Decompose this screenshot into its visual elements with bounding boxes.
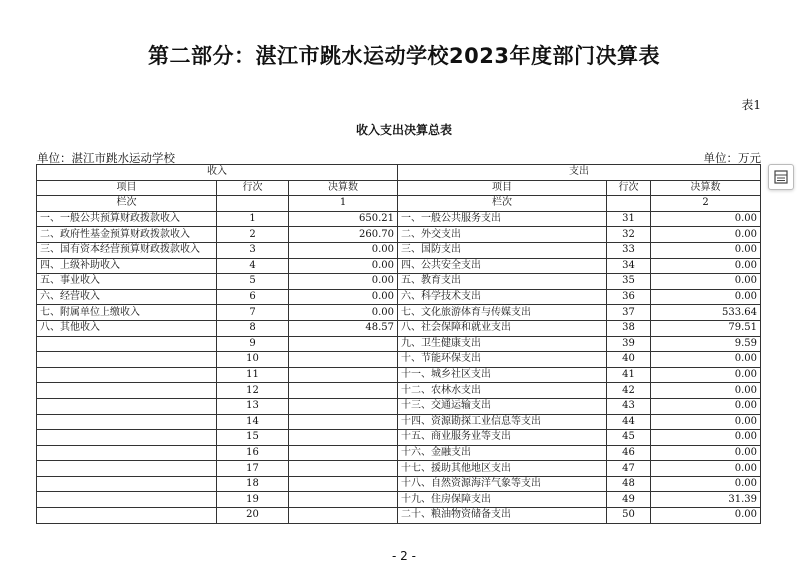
table-row (37, 336, 761, 352)
table-number: 表1 (741, 98, 761, 112)
income-item-cell (37, 336, 217, 352)
income-line-cell: 19 (217, 492, 289, 508)
expense-amount-cell: 0.00 (651, 414, 761, 430)
expense-item-cell: 十八、自然资源海洋气象等支出 (398, 476, 607, 492)
header-row-section (37, 165, 761, 181)
expense-line-cell: 31 (607, 211, 651, 227)
income-line-cell: 14 (217, 414, 289, 430)
income-item-cell: 一、一般公共预算财政拨款收入 (37, 211, 217, 227)
income-line-cell: 18 (217, 476, 289, 492)
expense-amount-cell: 0.00 (651, 383, 761, 399)
empty-cell (217, 196, 289, 212)
income-col-index: 1 (289, 196, 398, 212)
income-line-cell: 15 (217, 430, 289, 446)
expense-amount-cell: 0.00 (651, 352, 761, 368)
expense-item-cell: 二十、粮油物资储备支出 (398, 508, 607, 524)
income-line-cell: 3 (217, 242, 289, 258)
income-item-cell: 八、其他收入 (37, 320, 217, 336)
table-row (37, 274, 761, 290)
income-item-cell (37, 398, 217, 414)
income-line-cell: 11 (217, 367, 289, 383)
income-line-cell: 12 (217, 383, 289, 399)
expense-line-cell: 33 (607, 242, 651, 258)
income-amount-cell: 48.57 (289, 320, 398, 336)
income-line-cell: 7 (217, 305, 289, 321)
income-amount-cell (289, 414, 398, 430)
expense-amount-cell: 0.00 (651, 242, 761, 258)
income-line-cell: 10 (217, 352, 289, 368)
income-item-header: 项目 (37, 180, 217, 196)
expense-item-cell: 十三、交通运输支出 (398, 398, 607, 414)
income-line-cell: 13 (217, 398, 289, 414)
expense-line-cell: 47 (607, 461, 651, 477)
expense-line-cell: 39 (607, 336, 651, 352)
unit-currency: 单位：万元 (703, 151, 761, 165)
income-col-label: 栏次 (37, 196, 217, 212)
income-line-cell: 16 (217, 445, 289, 461)
side-tool-button[interactable] (768, 164, 794, 190)
income-line-header: 行次 (217, 180, 289, 196)
expense-line-header: 行次 (607, 180, 651, 196)
income-line-cell: 6 (217, 289, 289, 305)
expense-item-cell: 十九、住房保障支出 (398, 492, 607, 508)
expense-line-cell: 38 (607, 320, 651, 336)
income-item-cell: 七、附属单位上缴收入 (37, 305, 217, 321)
income-item-cell (37, 383, 217, 399)
income-line-cell: 2 (217, 227, 289, 243)
table-row (37, 242, 761, 258)
expense-line-cell: 49 (607, 492, 651, 508)
income-amount-cell (289, 352, 398, 368)
income-amount-cell: 650.21 (289, 211, 398, 227)
income-amount-cell (289, 476, 398, 492)
expense-amount-cell: 0.00 (651, 274, 761, 290)
expense-line-cell: 41 (607, 367, 651, 383)
expense-amount-cell: 0.00 (651, 258, 761, 274)
expense-line-cell: 34 (607, 258, 651, 274)
table-row (37, 352, 761, 368)
expense-line-cell: 32 (607, 227, 651, 243)
table-row (37, 289, 761, 305)
expense-amount-cell: 0.00 (651, 430, 761, 446)
expense-item-cell: 十四、资源勘探工业信息等支出 (398, 414, 607, 430)
income-line-cell: 17 (217, 461, 289, 477)
expense-amount-cell: 0.00 (651, 227, 761, 243)
income-item-cell (37, 352, 217, 368)
expense-amount-cell: 9.59 (651, 336, 761, 352)
expense-line-cell: 37 (607, 305, 651, 321)
table-row (37, 367, 761, 383)
expense-amount-cell: 0.00 (651, 445, 761, 461)
empty-cell (607, 196, 651, 212)
income-amount-cell (289, 430, 398, 446)
table-subtitle: 收入支出决算总表 (355, 123, 452, 137)
income-amount-header: 决算数 (289, 180, 398, 196)
expense-amount-header: 决算数 (651, 180, 761, 196)
income-amount-cell (289, 336, 398, 352)
income-item-cell: 四、上级补助收入 (37, 258, 217, 274)
table-row (37, 398, 761, 414)
income-amount-cell: 0.00 (289, 305, 398, 321)
page-title: 第二部分：湛江市跳水运动学校2023年度部门决算表 (148, 44, 660, 68)
layout-icon (774, 170, 788, 184)
expense-item-header: 项目 (398, 180, 607, 196)
income-item-cell: 三、国有资本经营预算财政拨款收入 (37, 242, 217, 258)
expense-amount-cell: 0.00 (651, 508, 761, 524)
expense-item-cell: 七、文化旅游体育与传媒支出 (398, 305, 607, 321)
expense-line-cell: 35 (607, 274, 651, 290)
expense-amount-cell: 79.51 (651, 320, 761, 336)
table-row (37, 211, 761, 227)
expense-line-cell: 42 (607, 383, 651, 399)
expense-amount-cell: 0.00 (651, 398, 761, 414)
table-row (37, 461, 761, 477)
expense-item-cell: 十五、商业服务业等支出 (398, 430, 607, 446)
income-line-cell: 20 (217, 508, 289, 524)
table-row (37, 445, 761, 461)
table-row (37, 430, 761, 446)
expense-amount-cell: 0.00 (651, 476, 761, 492)
income-expense-table (36, 164, 761, 524)
income-amount-cell (289, 445, 398, 461)
income-item-cell (37, 508, 217, 524)
expense-col-index: 2 (651, 196, 761, 212)
income-amount-cell (289, 367, 398, 383)
expense-item-cell: 十七、援助其他地区支出 (398, 461, 607, 477)
expense-amount-cell: 0.00 (651, 289, 761, 305)
expense-amount-cell: 0.00 (651, 211, 761, 227)
expense-line-cell: 36 (607, 289, 651, 305)
income-item-cell (37, 445, 217, 461)
income-item-cell (37, 367, 217, 383)
table-row (37, 508, 761, 524)
income-amount-cell: 0.00 (289, 258, 398, 274)
expense-item-cell: 九、卫生健康支出 (398, 336, 607, 352)
page-number: - 2 - (392, 549, 416, 563)
expense-item-cell: 四、公共安全支出 (398, 258, 607, 274)
income-item-cell: 二、政府性基金预算财政拨款收入 (37, 227, 217, 243)
table-row (37, 227, 761, 243)
income-amount-cell (289, 508, 398, 524)
expense-header: 支出 (398, 165, 761, 181)
income-line-cell: 5 (217, 274, 289, 290)
income-item-cell (37, 492, 217, 508)
expense-item-cell: 十六、金融支出 (398, 445, 607, 461)
income-line-cell: 8 (217, 320, 289, 336)
expense-item-cell: 十二、农林水支出 (398, 383, 607, 399)
income-line-cell: 4 (217, 258, 289, 274)
expense-amount-cell: 533.64 (651, 305, 761, 321)
header-row-columns (37, 180, 761, 196)
income-amount-cell: 0.00 (289, 289, 398, 305)
table-row (37, 320, 761, 336)
expense-amount-cell: 31.39 (651, 492, 761, 508)
expense-line-cell: 44 (607, 414, 651, 430)
expense-amount-cell: 0.00 (651, 461, 761, 477)
table-row (37, 258, 761, 274)
expense-item-cell: 五、教育支出 (398, 274, 607, 290)
income-item-cell (37, 430, 217, 446)
expense-item-cell: 十、节能环保支出 (398, 352, 607, 368)
income-amount-cell: 260.70 (289, 227, 398, 243)
table-row (37, 305, 761, 321)
expense-line-cell: 43 (607, 398, 651, 414)
expense-item-cell: 三、国防支出 (398, 242, 607, 258)
unit-name: 单位：湛江市跳水运动学校 (37, 151, 175, 165)
expense-item-cell: 六、科学技术支出 (398, 289, 607, 305)
income-line-cell: 1 (217, 211, 289, 227)
expense-line-cell: 45 (607, 430, 651, 446)
table-row (37, 492, 761, 508)
income-amount-cell (289, 492, 398, 508)
expense-item-cell: 八、社会保障和就业支出 (398, 320, 607, 336)
expense-item-cell: 十一、城乡社区支出 (398, 367, 607, 383)
income-header: 收入 (37, 165, 398, 181)
income-amount-cell: 0.00 (289, 274, 398, 290)
income-item-cell: 六、经营收入 (37, 289, 217, 305)
income-amount-cell: 0.00 (289, 242, 398, 258)
header-row-col-index (37, 196, 761, 212)
expense-item-cell: 二、外交支出 (398, 227, 607, 243)
income-item-cell (37, 414, 217, 430)
table-row (37, 383, 761, 399)
expense-item-cell: 一、一般公共服务支出 (398, 211, 607, 227)
expense-line-cell: 40 (607, 352, 651, 368)
expense-line-cell: 50 (607, 508, 651, 524)
income-amount-cell (289, 398, 398, 414)
income-item-cell: 五、事业收入 (37, 274, 217, 290)
expense-line-cell: 46 (607, 445, 651, 461)
table-row (37, 476, 761, 492)
expense-col-label: 栏次 (398, 196, 607, 212)
table-row (37, 414, 761, 430)
expense-amount-cell: 0.00 (651, 367, 761, 383)
expense-line-cell: 48 (607, 476, 651, 492)
income-amount-cell (289, 383, 398, 399)
income-line-cell: 9 (217, 336, 289, 352)
income-item-cell (37, 461, 217, 477)
income-amount-cell (289, 461, 398, 477)
income-item-cell (37, 476, 217, 492)
